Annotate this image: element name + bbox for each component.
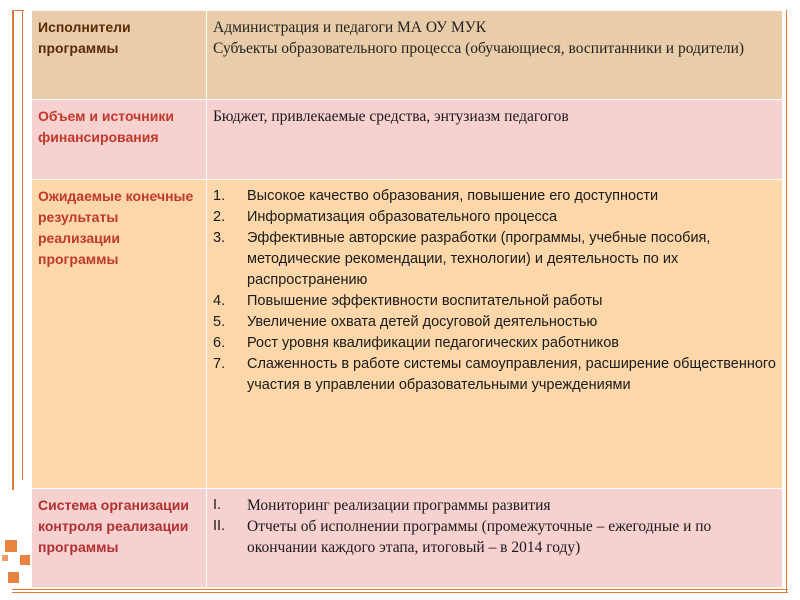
value-line: Бюджет, привлекаемые средства, энтузиазм педагогов [213, 108, 569, 125]
list-text: Рост уровня квалификации педагогических работников [247, 335, 619, 351]
decorative-square [8, 572, 19, 583]
list-text: Слаженность в работе системы самоуправления, расширение общественного участия в управлении образовательными учреждениями [247, 356, 776, 393]
row-label: Ожидаемые конечные результаты реализации программы [32, 180, 207, 489]
list-item [213, 207, 776, 228]
list-number: 7. [213, 356, 226, 372]
frame-line-left-inner [22, 10, 23, 480]
table-row [32, 100, 783, 180]
list-item [213, 228, 776, 291]
table-row [32, 180, 783, 489]
list-number: 2. [213, 209, 226, 225]
results-list [213, 186, 776, 396]
list-item [213, 186, 776, 207]
list-number: 3. [213, 230, 226, 246]
list-number: 5. [213, 314, 226, 330]
list-text: Отчеты об исполнении программы (промежуточные – ежегодные и по окончании каждого этапа, итоговый – в 2014 году) [247, 518, 712, 556]
list-number: I. [213, 497, 222, 513]
list-item [213, 354, 776, 396]
list-text: Информатизация образовательного процесса [247, 209, 558, 225]
list-item [213, 291, 776, 312]
list-item [213, 516, 776, 558]
list-item [213, 312, 776, 333]
list-text: Мониторинг реализации программы развития [247, 497, 551, 514]
frame-line-bottom-2 [12, 592, 788, 593]
row-label: Система организации контроля реализации программы [32, 489, 207, 588]
frame-line-bottom [12, 589, 788, 590]
row-value [207, 100, 783, 180]
frame-line-left-outer [12, 10, 14, 490]
list-number: II. [213, 518, 226, 534]
row-label: Исполнители программы [32, 11, 207, 100]
list-text: Увеличение охвата детей досуговой деятельностью [247, 314, 598, 330]
control-list [213, 495, 776, 558]
table-row [32, 11, 783, 100]
row-value [207, 180, 783, 489]
list-item [213, 333, 776, 354]
row-value [207, 489, 783, 588]
list-number: 4. [213, 293, 226, 309]
list-number: 1. [213, 188, 226, 204]
list-text: Высокое качество образования, повышение его доступности [247, 188, 659, 204]
row-label: Объем и источники финансирования [32, 100, 207, 180]
decorative-square [2, 555, 8, 561]
frame-line-right [786, 10, 787, 592]
list-number: 6. [213, 335, 226, 351]
list-text: Эффективные авторские разработки (программы, учебные пособия, методические рекомендации, технологии) и деятельность по их распространению [247, 230, 711, 288]
decorative-square [5, 540, 17, 552]
row-value [207, 11, 783, 100]
program-table [31, 10, 783, 588]
value-line: Субъекты образовательного процесса (обучающиеся, воспитанники и родители) [213, 40, 745, 57]
decorative-square [20, 555, 30, 565]
table-row [32, 489, 783, 588]
value-line: Администрация и педагоги МА ОУ МУК [213, 19, 487, 36]
list-item [213, 495, 776, 516]
list-text: Повышение эффективности воспитательной работы [247, 293, 603, 309]
